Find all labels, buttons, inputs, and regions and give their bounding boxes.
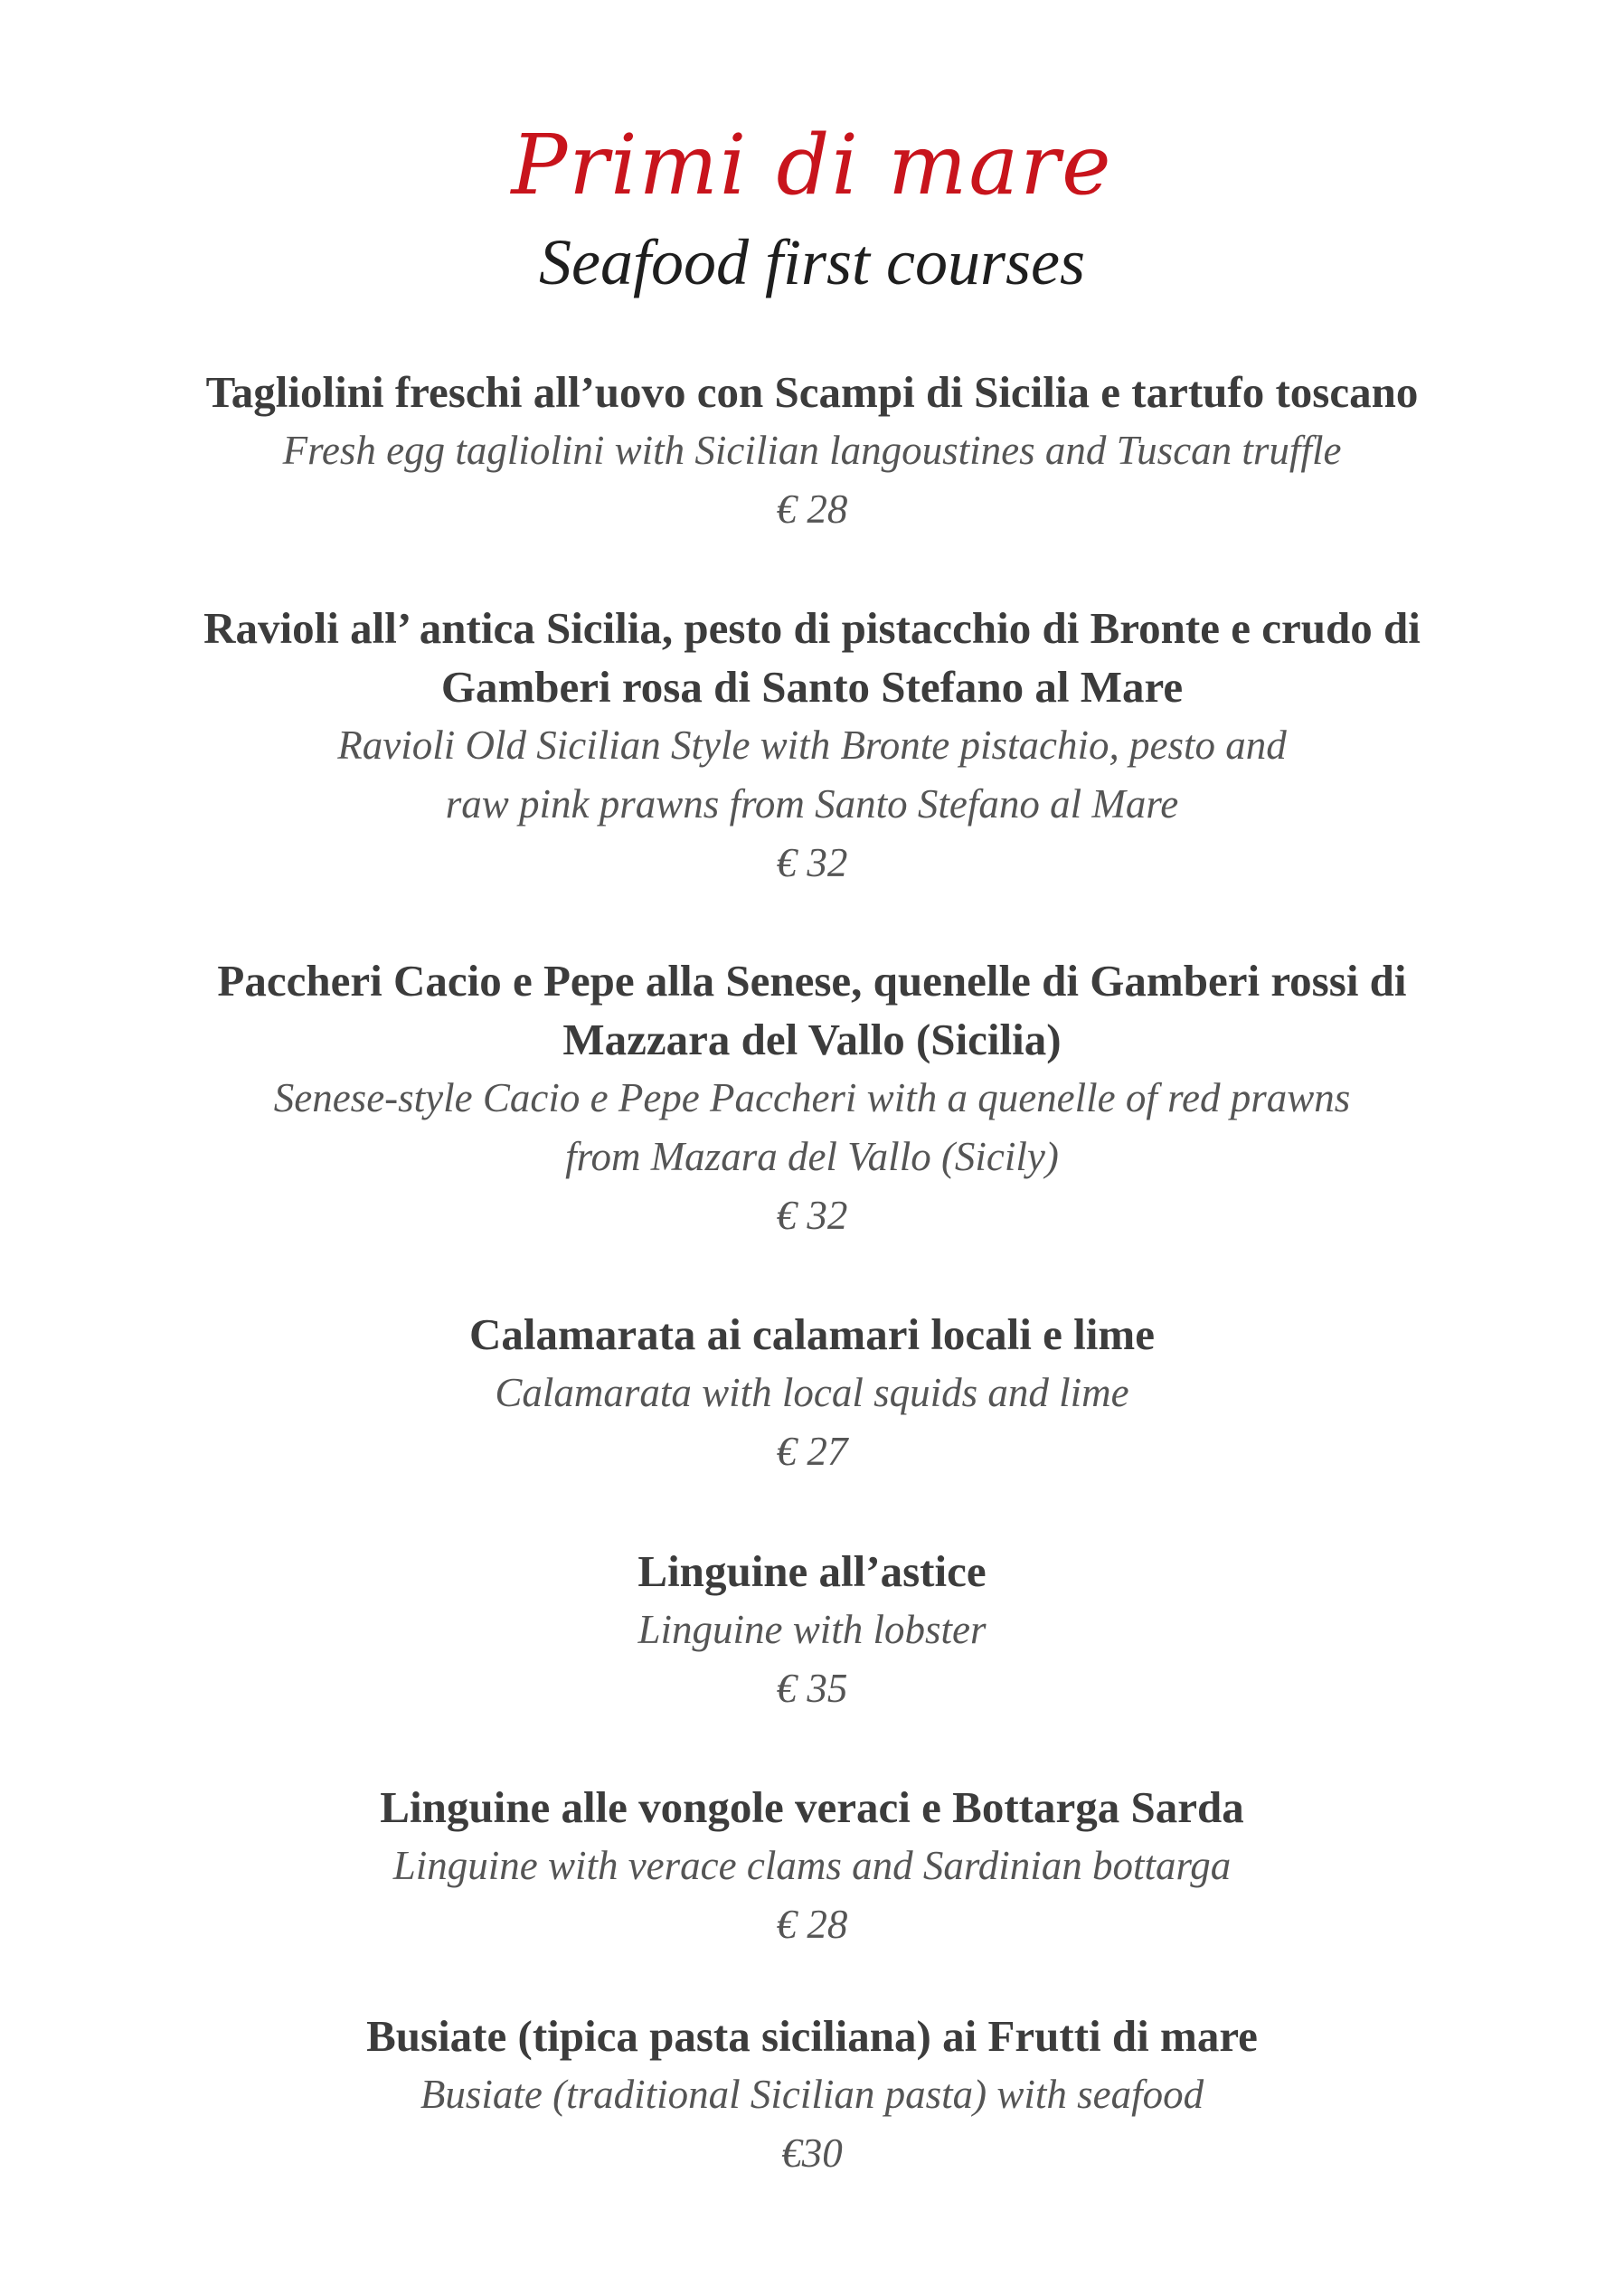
dish-description: Linguine with verace clams and Sardinian bottarga: [392, 1843, 1232, 1888]
dish-price: € 28: [776, 486, 848, 532]
dish-name-line: Gamberi rosa di Santo Stefano al Mare: [440, 662, 1184, 712]
dish-description-line: from Mazara del Vallo (Sicily): [565, 1134, 1059, 1179]
dish-description-line: Ravioli Old Sicilian Style with Bronte pistachio, pesto and: [337, 723, 1287, 768]
menu-subtitle: Seafood first courses: [539, 226, 1085, 298]
dish-name: Tagliolini freschi all’uovo con Scampi di Sicilia e tartufo toscano: [205, 367, 1419, 417]
dish-price: € 28: [776, 1902, 848, 1947]
menu-item-busiate: [0, 2007, 1624, 2183]
dish-name: Busiate (tipica pasta siciliana) ai Frutti di mare: [366, 2011, 1258, 2061]
dish-price: € 32: [776, 1193, 848, 1238]
menu-title: Primi di mare: [511, 117, 1113, 213]
dish-description: Fresh egg tagliolini with Sicilian langoustines and Tuscan truffle: [282, 428, 1342, 473]
dish-name: Calamarata ai calamari locali e lime: [469, 1309, 1155, 1359]
dish-name-line: Mazzara del Vallo (Sicilia): [562, 1015, 1062, 1064]
menu-item-tagliolini: [0, 363, 1624, 539]
dish-price: € 32: [776, 840, 848, 885]
menu-item-linguine-vongole: [0, 1778, 1624, 1954]
menu-item-ravioli: [0, 599, 1624, 893]
menu-item-linguine-astice: [0, 1542, 1624, 1718]
dish-description: Linguine with lobster: [637, 1607, 987, 1652]
menu-item-calamarata: [0, 1305, 1624, 1481]
menu-item-paccheri: [0, 951, 1624, 1245]
dish-description: Busiate (traditional Sicilian pasta) with seafood: [420, 2072, 1204, 2117]
dish-price: €30: [781, 2130, 843, 2176]
dish-name-line: Paccheri Cacio e Pepe alla Senese, quenelle di Gamberi rossi di: [217, 956, 1407, 1006]
dish-name: Linguine all’astice: [637, 1546, 987, 1596]
dish-name-line: Ravioli all’ antica Sicilia, pesto di pistacchio di Bronte e crudo di: [203, 603, 1421, 653]
dish-price: € 27: [776, 1429, 848, 1474]
dish-name: Linguine alle vongole veraci e Bottarga Sarda: [380, 1782, 1244, 1832]
dish-description-line: raw pink prawns from Santo Stefano al Mare: [445, 781, 1179, 827]
dish-description-line: Senese-style Cacio e Pepe Paccheri with a quenelle of red prawns: [273, 1075, 1351, 1120]
dish-description: Calamarata with local squids and lime: [495, 1370, 1129, 1415]
dish-price: € 35: [776, 1666, 848, 1711]
